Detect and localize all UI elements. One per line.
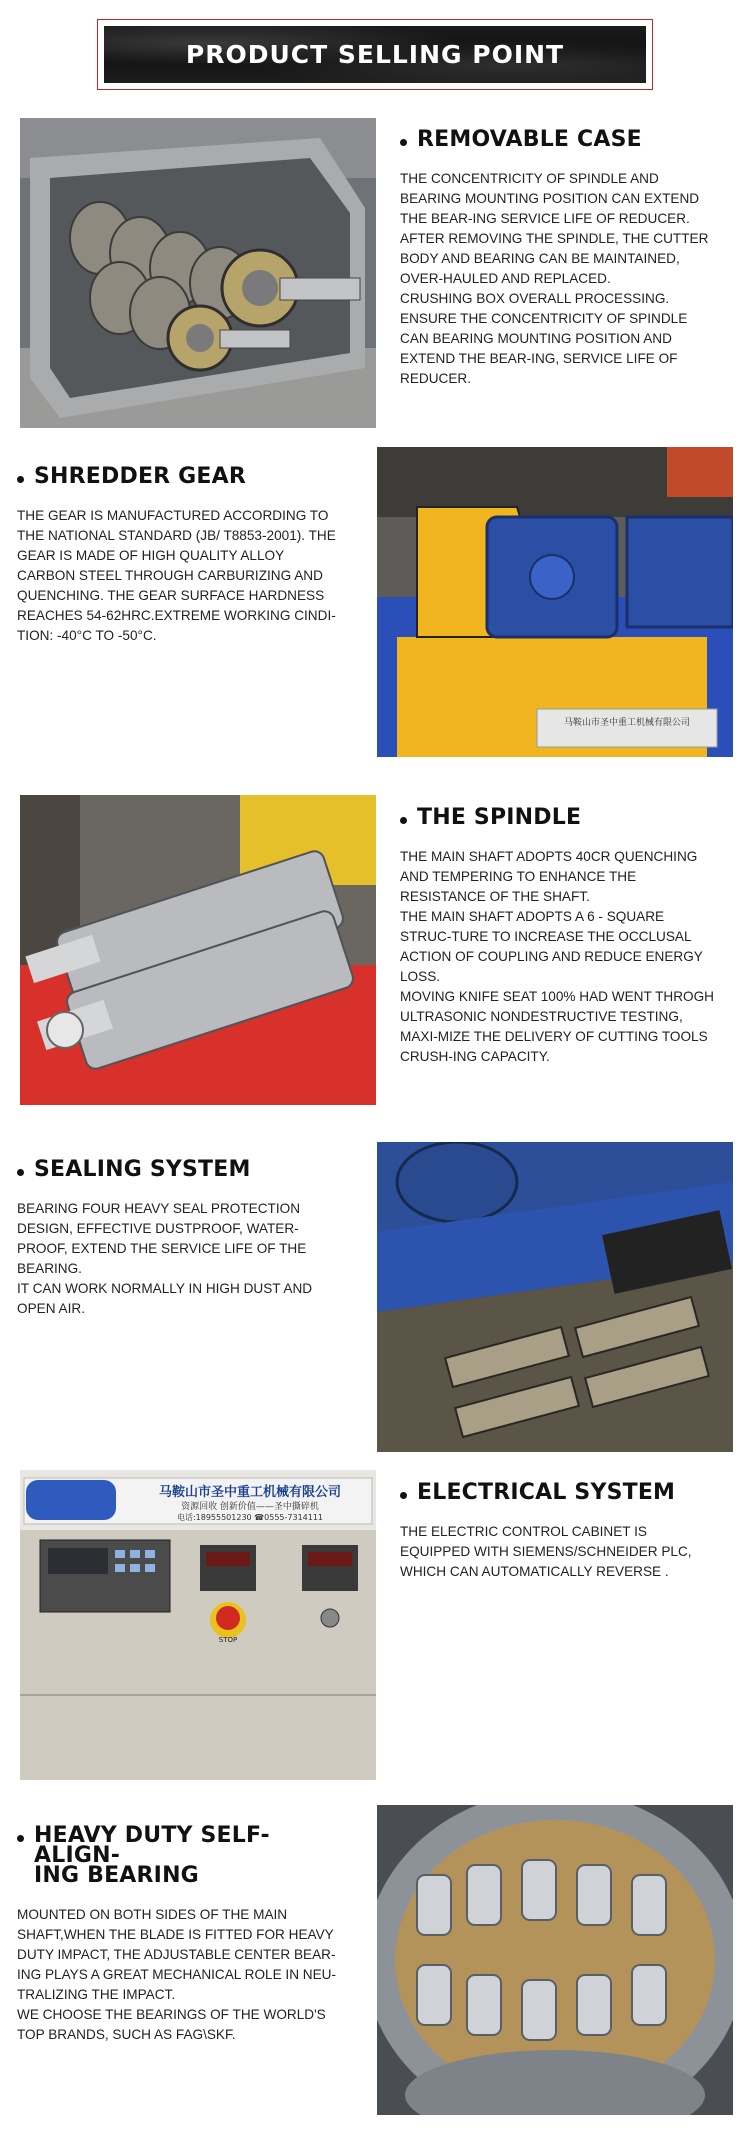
spindle-photo	[20, 795, 376, 1105]
electrical-system-photo	[20, 1470, 376, 1780]
spindle-heading: THE SPINDLE	[400, 808, 718, 828]
removable-case-heading: REMOVABLE CASE	[400, 130, 718, 150]
bearing-section	[17, 1823, 347, 2045]
bullet-icon	[17, 1169, 24, 1176]
removable-case-description: THE CONCENTRICITY OF SPINDLE AND BEARING MOUNTING POSITION CAN EXTEND THE BEAR-ING SERVICE LIFE OF REDUCER. AFTER REMOVING THE SPINDLE, THE CUTTER BODY AND BEARING CAN BE MAINTAINED, OVER-HAULED AND REPLACED. CRUSHING BOX OVERALL PROCESSING. ENSURE THE CONCENTRICITY OF SPINDLE CAN BEARING MOUNTING POSITION AND EXTEND THE BEAR-ING, SERVICE LIFE OF REDUCER.	[400, 171, 709, 386]
bullet-icon	[17, 476, 24, 483]
removable-case-photo	[20, 118, 376, 428]
sealing-system-photo	[377, 1142, 733, 1452]
electrical-system-description: THE ELECTRIC CONTROL CABINET IS EQUIPPED WITH SIEMENS/SCHNEIDER PLC, WHICH CAN AUTOMATICALLY REVERSE .	[400, 1524, 692, 1579]
sealing-system-section	[17, 1157, 337, 1319]
shredder-gear-description: THE GEAR IS MANUFACTURED ACCORDING TO THE NATIONAL STANDARD (JB/ T8853-2001). THE GEAR IS MADE OF HIGH QUALITY ALLOY CARBON STEEL THROUGH CARBURIZING AND QUENCHING. THE GEAR SURFACE HARDNESS REACHES 54-62HRC.EXTREME WORKING CINDI-TION: -40°C TO -50°C.	[17, 508, 336, 643]
sealing-system-heading: SEALING SYSTEM	[17, 1160, 337, 1180]
shredder-gear-photo	[377, 447, 733, 757]
removable-case-section	[400, 127, 718, 389]
bullet-icon	[17, 1835, 24, 1842]
bullet-icon	[400, 817, 407, 824]
bullet-icon	[400, 139, 407, 146]
electrical-system-section	[400, 1480, 718, 1582]
spindle-section	[400, 805, 718, 1067]
sealing-system-description: BEARING FOUR HEAVY SEAL PROTECTION DESIGN, EFFECTIVE DUSTPROOF, WATER-PROOF, EXTEND THE SERVICE LIFE OF THE BEARING. IT CAN WORK NORMALLY IN HIGH DUST AND OPEN AIR.	[17, 1201, 313, 1316]
page-title: PRODUCT SELLING POINT	[185, 40, 565, 69]
bearing-description: MOUNTED ON BOTH SIDES OF THE MAIN SHAFT,WHEN THE BLADE IS FITTED FOR HEAVY DUTY IMPACT, THE ADJUSTABLE CENTER BEAR-ING PLAYS A GREAT MECHANICAL ROLE IN NEU-TRALIZING THE IMPACT. WE CHOOSE THE BEARINGS OF THE WORLD'S TOP BRANDS, SUCH AS FAG\SKF.	[17, 1907, 337, 2042]
cabinet-sign-subtitle: 资源回收 创新价值——圣中撕碎机	[181, 1502, 319, 1512]
header-banner	[97, 19, 653, 90]
photo-sign-text: 马鞍山市圣中重工机械有限公司	[563, 718, 691, 728]
shredder-gear-heading: SHREDDER GEAR	[17, 467, 337, 487]
cabinet-sign-title: 马鞍山市圣中重工机械有限公司	[158, 1485, 342, 1500]
stop-button-label: STOP	[218, 1636, 238, 1644]
bearing-heading: HEAVY DUTY SELF-ALIGN- ING BEARING	[17, 1826, 347, 1886]
bullet-icon	[400, 1492, 407, 1499]
bearing-photo	[377, 1805, 733, 2115]
banner-background	[104, 26, 646, 83]
cabinet-sign-phone: 电话:18955501230 ☎0555-7314111	[176, 1513, 324, 1522]
shredder-gear-section	[17, 464, 337, 646]
spindle-description: THE MAIN SHAFT ADOPTS 40CR QUENCHING AND TEMPERING TO ENHANCE THE RESISTANCE OF THE SHAFT. THE MAIN SHAFT ADOPTS A 6 - SQUARE STRUC-TURE TO INCREASE THE OCCLUSAL ACTION OF COUPLING AND REDUCE ENERGY LOSS. MOVING KNIFE SEAT 100% HAD WENT THROGH ULTRASONIC NONDESTRUCTIVE TESTING, MAXI-MIZE THE DELIVERY OF CUTTING TOOLS CRUSH-ING CAPACITY.	[400, 849, 714, 1064]
electrical-system-heading: ELECTRICAL SYSTEM	[400, 1483, 718, 1503]
